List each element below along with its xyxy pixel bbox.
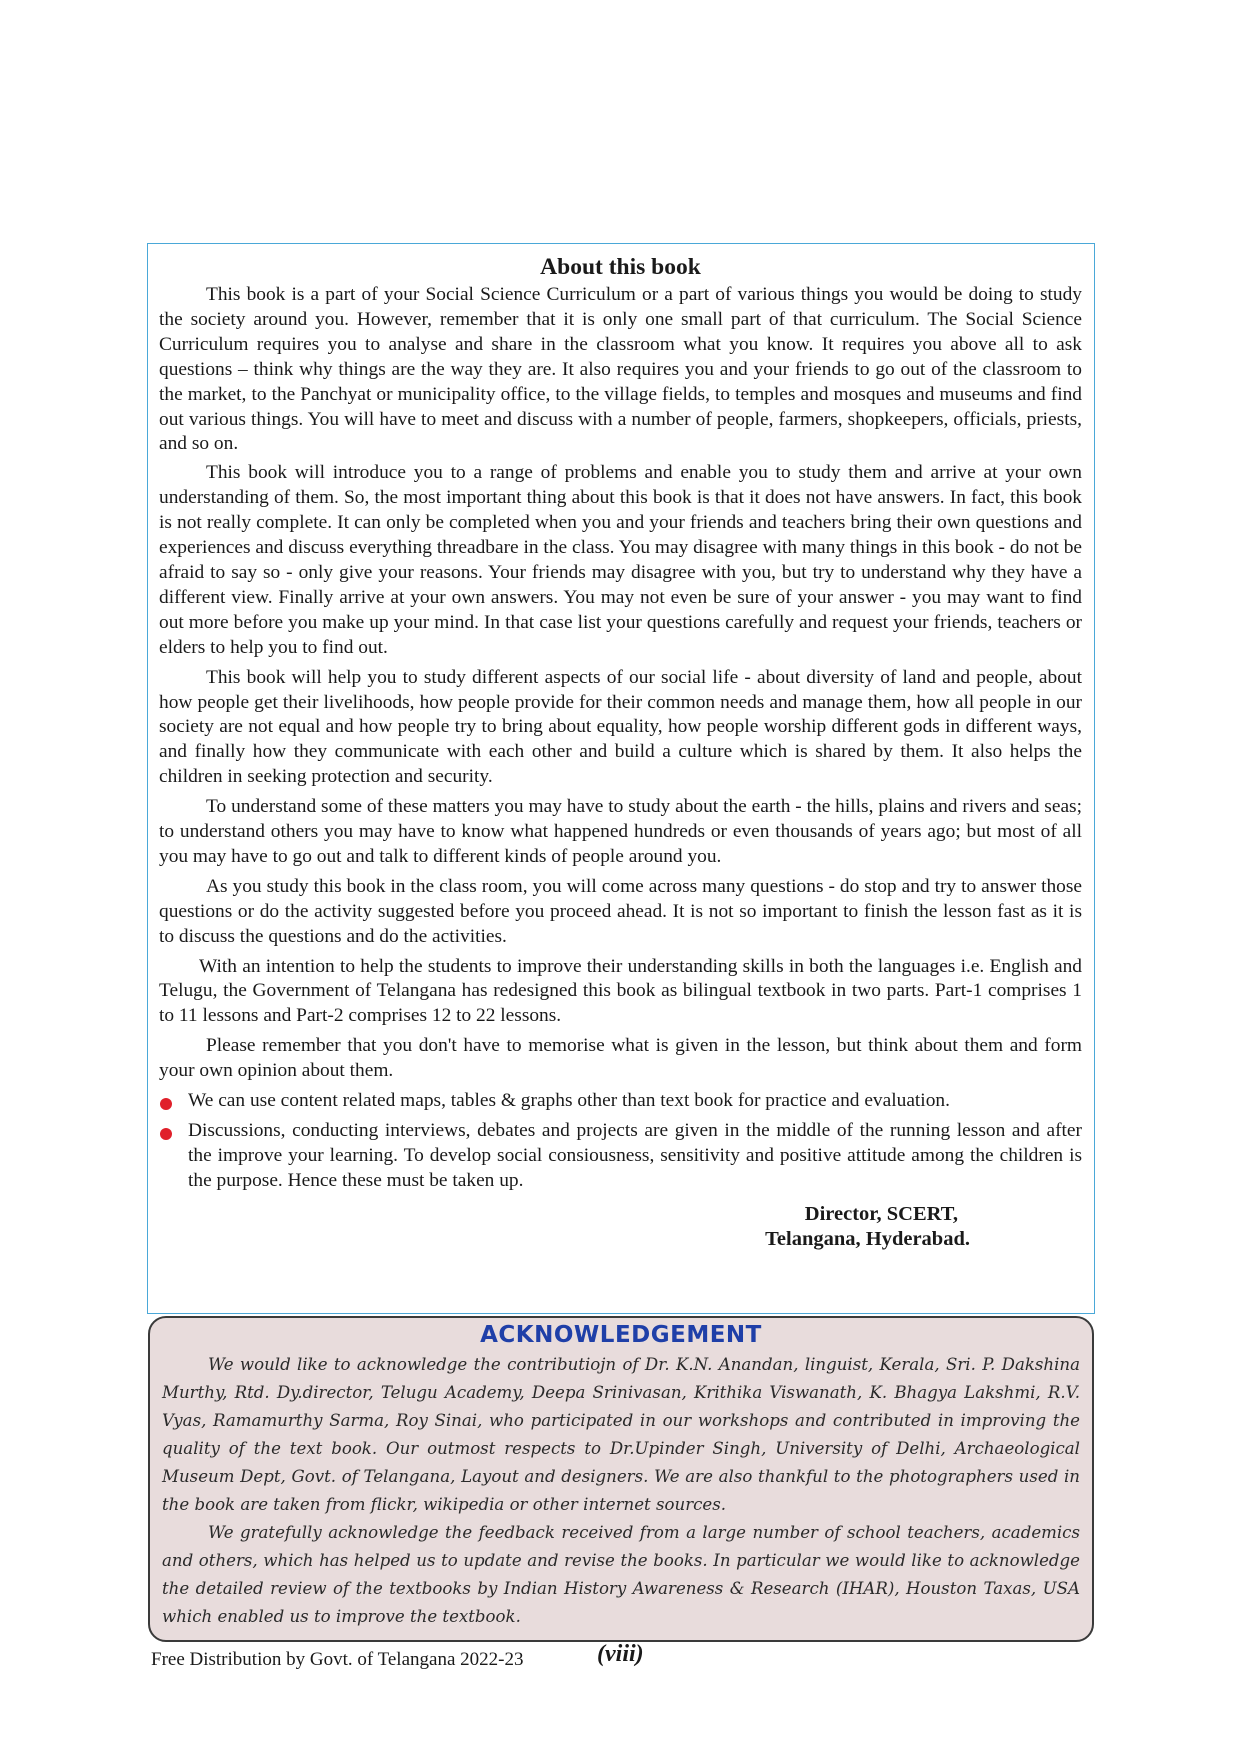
about-paragraph-2: This book will introduce you to a range of problems and enable you to study them and arrive at your own understanding of them. So, the most important thing about this book is that it does not have answers. In fact, this book is not really complete. It can only be completed when you and your friends and teachers bring their own questions and experiences and discuss everything threadbare in the class. You may disagree with many things in this book - do not be afraid to say so - only give your reasons. Your friends may disagree with you, but try to understand why they have a different view. Finally arrive at your own answers. You may not even be sure of your answer - you may want to find out more before you make up your mind. In that case list your questions carefully and request your friends, teachers or elders to help you to find out. — [159, 462, 1083, 658]
bullet-text: Discussions, conducting interviews, debates and projects are given in the middle of the running lesson and after the improve your learning. To develop social consiousness, sensitivity and positive attitude among the children is the purpose. Hence these must be taken up. — [188, 1120, 1082, 1191]
about-paragraph-3: This book will help you to study different aspects of our social life - about diversity of land and people, about how people get their livelihoods, how people provide for their common needs and manage them, how all people in our society are not equal and how people try to bring about equality, how people worship different gods in different ways, and finally how they communicate with each other and build a culture which is shared by them. It also helps the children in seeking protection and security. — [159, 666, 1082, 788]
about-paragraph-5: As you study this book in the class room, you will come across many questions - do stop and try to answer those questions or do the activity suggested before you proceed ahead. It is not so important to finish the lesson fast as it is to discuss the questions and do the activities. — [159, 875, 1082, 947]
footer-distribution-text: Free Distribution by Govt. of Telangana 2022-23 — [151, 1649, 524, 1670]
about-paragraph-6: With an intention to help the students to improve their understanding skills in both the languages i.e. English and Telugu, the Government of Telangana has redesigned this book as bilingual textbook in two parts. Part-1 comprises 1 to 11 lessons and Part-2 comprises 12 to 22 lessons. — [159, 955, 1082, 1027]
acknowledgement-box — [148, 1316, 1094, 1642]
signature-line-2: Telangana, Hyderabad. — [765, 1227, 970, 1250]
bullet-item — [159, 1089, 1082, 1114]
about-paragraph-4: To understand some of these matters you may have to study about the earth - the hills, plains and rivers and seas; to understand others you may have to know what happened hundreds or even thousands of years ago; but most of all you may have to go out and talk to different kinds of people around you. — [159, 796, 1082, 867]
page-number: (viii) — [597, 1641, 644, 1667]
bullet-text: We can use content related maps, tables & graphs other than text book for practice and evaluation. — [188, 1090, 950, 1112]
bullet-dot-icon — [160, 1098, 172, 1110]
bullet-dot-icon — [160, 1128, 172, 1140]
signature-line-1: Director, SCERT, — [804, 1202, 958, 1225]
about-paragraph-1: This book is a part of your Social Science Curriculum or a part of various things you would be doing to study the society around you. However, remember that it is only one small part of that curriculum. The Social Science Curriculum requires you to analyse and share in the classroom what you know. It requires you above all to ask questions – think why things are the way they are. It also requires you and your friends to go out of the classroom to the market, to the Panchyat or municipality office, to the village fields, to temples and mosques and museums and find out various things. You will have to meet and discuss with a number of people, farmers, shopkeepers, officials, priests, and so on. — [159, 284, 1082, 455]
acknowledgement-title: ACKNOWLEDGEMENT — [480, 1322, 762, 1348]
page-footer — [151, 1640, 1091, 1680]
signature — [159, 1202, 1082, 1252]
acknowledgement-paragraph-2: We gratefully acknowledge the feedback received from a large number of school teachers, academics and others, which has helped us to update and revise the books. In particular we would like to acknowledge the detailed review of the textbooks by Indian History Awareness & Research (IHAR), Houston Taxas, USA which enabled us to improve the textbook. — [162, 1523, 1080, 1626]
about-this-book-box — [147, 243, 1095, 1314]
about-title: About this book — [540, 254, 701, 280]
about-paragraph-7: Please remember that you don't have to memorise what is given in the lesson, but think about them and form your own opinion about them. — [159, 1035, 1082, 1082]
bullet-item — [159, 1119, 1082, 1194]
acknowledgement-paragraph-1: We would like to acknowledge the contributiojn of Dr. K.N. Anandan, linguist, Kerala, Sri. P. Dakshina Murthy, Rtd. Dy.director, Telugu Academy, Deepa Srinivasan, Krithika Viswanath, K. Bhagya Lakshmi, R.V. Vyas, Ramamurthy Sarma, Roy Sinai, who participated in our workshops and contributed in improving the quality of the text book. Our outmost respects to Dr.Upinder Singh, University of Delhi, Archaeological Museum Dept, Govt. of Telangana, Layout and designers. We are also thankful to the photographers used in the book are taken from flickr, wikipedia or other internet sources. — [162, 1355, 1080, 1514]
